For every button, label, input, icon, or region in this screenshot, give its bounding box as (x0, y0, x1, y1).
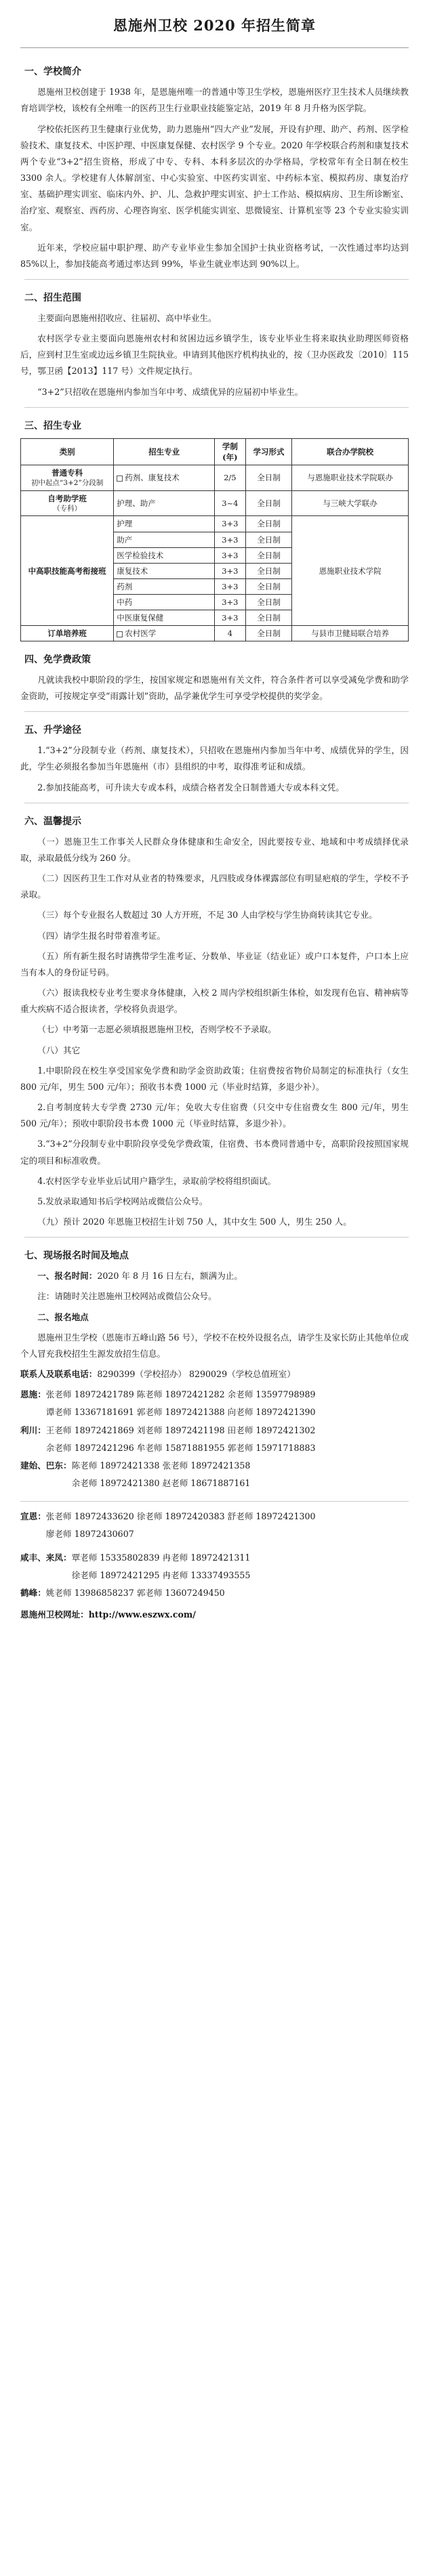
years-cell: 4 (214, 626, 245, 641)
registration-time: 一、报名时间：2020 年 8 月 16 日左右，额满为止。 (37, 1271, 243, 1282)
contacts-heading: 联系人及联系电话：8290399（学校招办） 8290029（学校总值班室） (20, 1369, 295, 1380)
major-table-header-row (21, 438, 409, 465)
section-1-para-3: 近年来，学校应届中职护理、助产专业毕业生参加全国护士执业资格考试，一次性通过率均达到 85%以上，参加技能高考通过率达到 99%，毕业生就业率达到 90%以上。 (20, 242, 409, 269)
section-4-heading: 四、免学费政策 (24, 654, 91, 666)
form-cell: 全日制 (245, 563, 292, 578)
table-row (21, 516, 409, 532)
major-cell: 护理 (114, 516, 215, 532)
section-3-heading: 三、招生专业 (24, 407, 409, 436)
registration-place: 恩施州卫生学校（恩施市五峰山路 56 号），学校不在校外设报名点，请学生及家长防止其他单位或个人冒充我校招生生源发放招生信息。 (20, 1332, 409, 1359)
major-cell: 康复技术 (114, 563, 215, 578)
col-header-form: 学习形式 (245, 438, 292, 465)
section-5-para-2: 2.参加技能高考，可升读大专或本科，成绩合格者发全日制普通大专或本科文凭。 (37, 782, 344, 793)
years-cell: 3+3 (214, 516, 245, 532)
contact-row: 建始、巴东：陈老师 18972421338 张老师 18972421358 (20, 1460, 251, 1471)
title-divider (20, 47, 409, 48)
major-cell: 医学检验技术 (114, 547, 215, 563)
major-cell: 药剂、康复技术 (114, 465, 215, 490)
years-cell: 3+3 (214, 594, 245, 610)
major-cell: 助产 (114, 532, 215, 547)
contact-row: 廖老师 18972430607 (45, 1529, 134, 1540)
section-1-para-2: 学校依托医药卫生健康行业优势，助力恩施州“四大产业”发展，开设有护理、助产、药剂、医学检验技术、康复技术、中医护理、中医康复保健、农村医学 9 个专业。2020 年学校联合药剂和康复技术两个专业“3+2”招生资格，形成了中专、专科、本科多层次的办学格局，学校常年有全日制在校生 3300 余人。学校建有人体解剖室、中心实验室、中医药实训室、中药标本室、模拟药房、康复治疗室、基础护理实训室、临床内外、护、儿、急救护理实训室、护士工作站、模拟病房、卫生所诊断室、治疗室、观察室、西药房、心理咨询室、医学机能实训室、思微镜室、计算机室等 23 个专业实验实训室。 (20, 123, 409, 232)
col-header-category: 类别 (21, 438, 114, 465)
website-line: 恩施州卫校网址：http://www.eszwx.com/ (20, 1609, 196, 1620)
tip-item: （二）因医药卫生工作对从业者的特殊要求，凡四肢或身体裸露部位有明显疤痕的学生，学校不予录取。 (20, 873, 409, 900)
contact-row: 徐老师 18972421295 冉老师 13337493555 (71, 1569, 251, 1580)
partner-cell: 与三峡大学联办 (292, 490, 409, 516)
registration-note: 注：请随时关注恩施州卫校网站或微信公众号。 (37, 1291, 217, 1302)
years-cell: 2/5 (214, 465, 245, 490)
section-2-para-1: 主要面向恩施州招收应、往届初、高中毕业生。 (37, 312, 217, 323)
years-cell: 3~4 (214, 490, 245, 516)
contact-row: 利川：王老师 18972421869 刘老师 18972421198 田老师 18972421302 (20, 1424, 316, 1435)
section-2-para-2: 农村医学专业主要面向恩施州农村和贫困边远乡镇学生，该专业毕业生将来取执业助理医师资格后，应到村卫生室或边远乡镇卫生院执业。申请到其他医疗机构执业的，按（卫办医政发〔2010〕115 号，鄂卫函【2013】117 号）文件规定执行。 (20, 333, 409, 377)
fee-item: 2.自考制度转大专学费 2730 元/年；免收大专住宿费（只交中专住宿费女生 800 元/年，男生 500 元/年）；预收中职阶段书本费 1000 元（毕业时结算，多退少补）。 (20, 1102, 409, 1129)
major-cell: 中药 (114, 594, 215, 610)
years-cell: 3+3 (214, 563, 245, 578)
contact-row: 余老师 18972421380 赵老师 18671887161 (71, 1478, 251, 1489)
tip-item: （五）所有新生报名时请携带学生准考证、分数单、毕业证（结业证）或户口本复件，户口本上应当有本人的身份证号码。 (20, 950, 409, 977)
major-cell: 中医康复保健 (114, 610, 215, 626)
contact-row: 鹤峰：姚老师 13986858237 郭老师 13607249450 (20, 1587, 225, 1598)
form-cell: 全日制 (245, 465, 292, 490)
form-cell: 全日制 (245, 610, 292, 626)
section-2-heading: 二、招生范围 (24, 279, 409, 308)
years-cell: 3+3 (214, 532, 245, 547)
fee-item: 1.中职阶段在校生享受国家免学费和助学金资助政策；住宿费按省物价局制定的标准执行（女生 800 元/年，男生 500 元/年）；预收书本费 1000 元（毕业时结算，多退少补）。 (20, 1065, 409, 1092)
tip-item: （七）中考第一志愿必须填报恩施州卫校，否则学校不予录取。 (37, 1024, 277, 1035)
category-cell: 自考助学班 （专科） (21, 490, 114, 516)
section-5-heading: 五、升学途径 (24, 711, 409, 740)
major-table (20, 438, 409, 642)
category-cell: 中高职技能高考衔接班 (21, 516, 114, 626)
tip-item: （一）恩施卫生工作事关人民群众身体健康和生命安全，因此要按专业、地域和中考成绩择优录取，录取最低分线为 260 分。 (20, 836, 409, 863)
form-cell: 全日制 (245, 626, 292, 641)
partner-cell: 恩施职业技术学院 (292, 516, 409, 626)
years-cell: 3+3 (214, 547, 245, 563)
fee-item: 3.“3+2”分段制专业中职阶段享受免学费政策，住宿费、书本费同普通中专，高职阶段按照国家规定的项目和标准收费。 (20, 1139, 409, 1166)
partner-cell: 与县市卫健局联合培养 (292, 626, 409, 641)
col-header-major: 招生专业 (114, 438, 215, 465)
years-cell: 3+3 (214, 610, 245, 626)
checkbox-icon (117, 631, 123, 637)
checkbox-icon (117, 476, 123, 482)
fee-item: （九）预计 2020 年恩施卫校招生计划 750 人，其中女生 500 人，男生 250 人。 (37, 1217, 352, 1227)
registration-place-label: 二、报名地点 (37, 1311, 89, 1322)
col-header-years: 学制(年) (214, 438, 245, 465)
form-cell: 全日制 (245, 547, 292, 563)
table-row (21, 465, 409, 490)
partner-cell: 与恩施职业技术学院联办 (292, 465, 409, 490)
tip-item: （六）报读我校专业考生要求身体健康，入校 2 周内学校组织新生体检，如发现有色盲、精神病等重大疾病不适合报读者，学校将负责退学。 (20, 988, 409, 1015)
website-link[interactable]: http://www.eszwx.com/ (88, 1609, 196, 1620)
contact-row: 余老师 18972421296 牟老师 15871881955 郭老师 15971718883 (45, 1442, 316, 1453)
section-1-heading: 一、学校简介 (24, 66, 81, 78)
form-cell: 全日制 (245, 578, 292, 594)
contact-row: 恩施：张老师 18972421789 陈老师 18972421282 余老师 13597798989 (20, 1389, 316, 1400)
years-cell: 3+3 (214, 578, 245, 594)
fee-item: 5.发放录取通知书后学校网站或微信公众号。 (37, 1196, 208, 1206)
contact-row: 咸丰、来凤：覃老师 15335802839 冉老师 18972421311 (20, 1552, 251, 1563)
section-6-heading: 六、温馨提示 (24, 803, 409, 831)
fee-subheading: （八）其它 (37, 1044, 81, 1055)
major-cell: 农村医学 (114, 626, 215, 641)
contact-row: 谭老师 13367181691 郭老师 18972421388 向老师 18972421390 (45, 1407, 316, 1418)
section-1-para-1: 恩施州卫校创建于 1938 年，是恩施州唯一的普通中等卫生学校，恩施州医疗卫生技术人员继续教育培训学校，该校有全州唯一的医药卫生行业职业技能鉴定站，2019 年 8 月升格为医学院。 (20, 87, 409, 114)
category-cell: 订单培养班 (21, 626, 114, 641)
section-2-para-3: “3+2”只招收在恩施州内参加当年中考、成绩优异的应届初中毕业生。 (37, 386, 304, 397)
section-4-para-1: 凡就读我校中职阶段的学生，按国家规定和恩施州有关文件，符合条件者可以享受减免学费和助学金资助，可按规定享受“雨露计划”资助，品学兼优学生可享受学校提供的奖学金。 (20, 675, 409, 702)
major-cell: 护理、助产 (114, 490, 215, 516)
section-7-heading: 七、现场报名时间及地点 (24, 1237, 409, 1265)
fee-item: 4.农村医学专业毕业后试用户籍学生，录取前学校将组织面试。 (37, 1175, 277, 1186)
contacts-list (20, 1387, 409, 1601)
major-cell: 药剂 (114, 578, 215, 594)
section-5-para-1: 1.“3+2”分段制专业（药剂、康复技术），只招收在恩施州内参加当年中考、成绩优异的学生，因此，学生必须报名参加当年恩施州（市）县组织的中考，取得准考证和成绩。 (20, 745, 409, 772)
category-cell: 普通专科 初中起点“3+2”分段制 (21, 465, 114, 490)
document-title: 恩施州卫校 2020 年招生简章 (113, 17, 316, 34)
col-header-partner: 联合办学院校 (292, 438, 409, 465)
tip-item: （三）每个专业报名人数超过 30 人方开班，不足 30 人由学校与学生协商转读其它专业。 (37, 910, 377, 921)
form-cell: 全日制 (245, 490, 292, 516)
table-row (21, 490, 409, 516)
tip-item: （四）请学生报名时带着准考证。 (37, 930, 166, 941)
form-cell: 全日制 (245, 516, 292, 532)
form-cell: 全日制 (245, 532, 292, 547)
contact-row: 宣恩：张老师 18972433620 徐老师 18972420383 舒老师 18972421300 (20, 1501, 409, 1525)
table-row (21, 626, 409, 641)
form-cell: 全日制 (245, 594, 292, 610)
